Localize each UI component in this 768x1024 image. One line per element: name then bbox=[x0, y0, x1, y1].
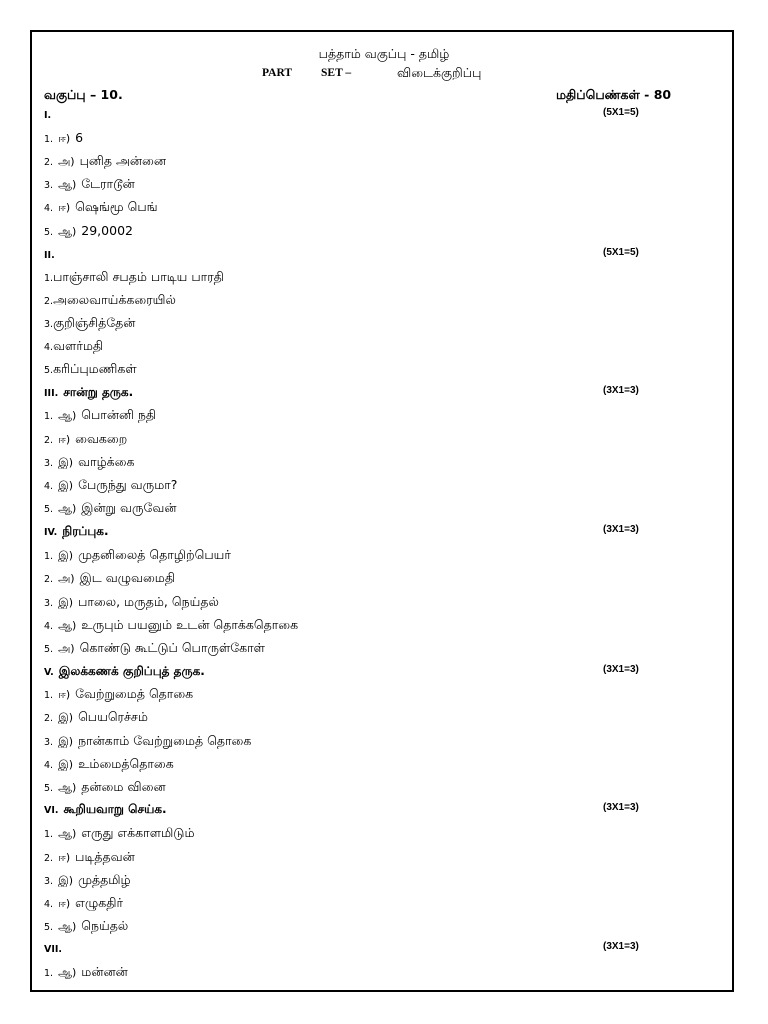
answer-item bbox=[44, 176, 704, 196]
item-number: 2. bbox=[44, 574, 54, 585]
answer-item bbox=[44, 223, 704, 243]
item-number: 4. bbox=[44, 481, 54, 492]
item-number: 3. bbox=[44, 458, 54, 469]
item-number: 2. bbox=[44, 853, 54, 864]
option-letter: ஆ) bbox=[58, 409, 77, 422]
answer-item bbox=[44, 454, 704, 474]
answer-item bbox=[44, 918, 704, 938]
answer-item bbox=[44, 500, 704, 520]
answer-item bbox=[44, 872, 704, 892]
answer-key-label: விடைக்குறிப்பு bbox=[397, 65, 482, 80]
section-title: நிரப்புக. bbox=[62, 524, 109, 538]
section-number: II. bbox=[44, 250, 55, 261]
item-number: 3. bbox=[44, 737, 54, 748]
answer-text: கொண்டு கூட்டுப் பொருள்கோள் bbox=[79, 640, 265, 655]
section-number: VII. bbox=[44, 944, 63, 955]
option-letter: அ) bbox=[58, 155, 75, 168]
item-number: 4. bbox=[44, 760, 54, 771]
section-marks: (3X1=3) bbox=[603, 941, 639, 952]
section-title: கூறியவாறு செய்க. bbox=[63, 802, 167, 816]
section-number: V. bbox=[44, 667, 54, 678]
answer-item bbox=[44, 709, 704, 729]
answer-item bbox=[44, 130, 704, 150]
answer-item bbox=[44, 269, 704, 289]
answer-text: பாஞ்சாலி சபதம் பாடிய பாரதி bbox=[53, 269, 224, 284]
option-letter: ஈ) bbox=[58, 851, 71, 864]
option-letter: ஆ) bbox=[58, 619, 77, 632]
item-number: 2. bbox=[44, 157, 54, 168]
option-letter: இ) bbox=[58, 549, 74, 562]
part-label: PART bbox=[262, 67, 293, 79]
section-heading bbox=[44, 247, 704, 267]
item-number: 3. bbox=[44, 319, 54, 330]
section-number: IV. bbox=[44, 527, 58, 538]
option-letter: ஆ) bbox=[58, 966, 77, 979]
answer-text: டேராடூன் bbox=[81, 176, 135, 191]
section-heading bbox=[44, 664, 704, 684]
section-marks: (3X1=3) bbox=[603, 802, 639, 813]
option-letter: ஆ) bbox=[58, 178, 77, 191]
answer-text: ஷெங்மூ பெங் bbox=[75, 199, 158, 214]
item-number: 5. bbox=[44, 783, 54, 794]
answer-text: வேற்றுமைத் தொகை bbox=[75, 686, 194, 701]
section-number: I. bbox=[44, 110, 52, 121]
answer-item bbox=[44, 686, 704, 706]
item-number: 4. bbox=[44, 342, 54, 353]
item-number: 4. bbox=[44, 621, 54, 632]
answer-item bbox=[44, 292, 704, 312]
item-number: 1. bbox=[44, 968, 54, 979]
item-number: 1. bbox=[44, 551, 54, 562]
option-letter: ஈ) bbox=[58, 132, 71, 145]
option-letter: இ) bbox=[58, 758, 74, 771]
answer-item bbox=[44, 825, 704, 845]
answer-item bbox=[44, 849, 704, 869]
answer-text: குறிஞ்சித்தேன் bbox=[53, 315, 136, 330]
answer-text: உம்மைத்தொகை bbox=[78, 756, 174, 771]
class-label: வகுப்பு – 10. bbox=[44, 87, 123, 102]
answer-item bbox=[44, 594, 704, 614]
answer-text: நெய்தல் bbox=[81, 918, 129, 933]
section-marks: (3X1=3) bbox=[603, 385, 639, 396]
option-letter: ஆ) bbox=[58, 502, 77, 515]
answer-text: முத்தமிழ் bbox=[78, 872, 131, 887]
answer-text: 29,0002 bbox=[81, 223, 133, 238]
answer-text: பொன்னி நதி bbox=[81, 407, 157, 422]
answer-item bbox=[44, 547, 704, 567]
item-number: 5. bbox=[44, 504, 54, 515]
section-heading bbox=[44, 524, 704, 544]
answer-text: 6 bbox=[75, 130, 84, 145]
answer-text: இன்று வருவேன் bbox=[81, 500, 177, 515]
option-letter: இ) bbox=[58, 874, 74, 887]
option-letter: இ) bbox=[58, 735, 74, 748]
section-heading bbox=[44, 385, 704, 405]
section-heading bbox=[44, 802, 704, 822]
option-letter: இ) bbox=[58, 479, 74, 492]
section-heading bbox=[44, 107, 704, 127]
item-number: 4. bbox=[44, 899, 54, 910]
item-number: 2. bbox=[44, 296, 54, 307]
section-title: இலக்கணக் குறிப்புத் தருக. bbox=[58, 664, 205, 678]
answer-item bbox=[44, 199, 704, 219]
item-number: 2. bbox=[44, 435, 54, 446]
answer-text: புனித அன்னை bbox=[79, 153, 166, 168]
option-letter: ஈ) bbox=[58, 688, 71, 701]
answer-text: கரிப்புமணிகள் bbox=[53, 361, 137, 376]
item-number: 4. bbox=[44, 203, 54, 214]
section-number: VI. bbox=[44, 805, 59, 816]
option-letter: ஈ) bbox=[58, 201, 71, 214]
set-label: SET – bbox=[321, 67, 352, 79]
section-marks: (3X1=3) bbox=[603, 664, 639, 675]
answer-item bbox=[44, 733, 704, 753]
item-number: 5. bbox=[44, 227, 54, 238]
option-letter: ஈ) bbox=[58, 897, 71, 910]
item-number: 5. bbox=[44, 922, 54, 933]
document-title: பத்தாம் வகுப்பு - தமிழ் bbox=[318, 46, 450, 61]
total-marks-label: மதிப்பெண்கள் - 80 bbox=[556, 87, 672, 102]
answer-text: மன்னன் bbox=[81, 964, 128, 979]
answer-item bbox=[44, 431, 704, 451]
option-letter: ஆ) bbox=[58, 920, 77, 933]
item-number: 2. bbox=[44, 713, 54, 724]
answer-text: அலைவாய்க்கரையில் bbox=[53, 292, 176, 307]
item-number: 1. bbox=[44, 829, 54, 840]
answer-item bbox=[44, 895, 704, 915]
option-letter: இ) bbox=[58, 596, 74, 609]
answer-text: படித்தவன் bbox=[75, 849, 135, 864]
option-letter: ஆ) bbox=[58, 225, 77, 238]
answer-text: தன்மை வினை bbox=[81, 779, 166, 794]
answer-text: பேருந்து வருமா? bbox=[78, 477, 178, 492]
answer-text: இட வழுவமைதி bbox=[79, 570, 176, 585]
item-number: 1. bbox=[44, 134, 54, 145]
answer-item bbox=[44, 617, 704, 637]
section-marks: (3X1=3) bbox=[603, 524, 639, 535]
answer-item bbox=[44, 361, 704, 381]
answer-item bbox=[44, 756, 704, 776]
item-number: 1. bbox=[44, 273, 54, 284]
answer-text: பாலை, மருதம், நெய்தல் bbox=[78, 594, 219, 609]
option-letter: இ) bbox=[58, 456, 74, 469]
section-marks: (5X1=5) bbox=[603, 107, 639, 118]
option-letter: அ) bbox=[58, 642, 75, 655]
answer-item bbox=[44, 779, 704, 799]
item-number: 1. bbox=[44, 690, 54, 701]
answer-item bbox=[44, 315, 704, 335]
answer-item bbox=[44, 338, 704, 358]
answer-text: வளர்மதி bbox=[53, 338, 104, 353]
section-title: சான்று தருக. bbox=[63, 385, 134, 399]
item-number: 3. bbox=[44, 180, 54, 191]
item-number: 3. bbox=[44, 598, 54, 609]
option-letter: அ) bbox=[58, 572, 75, 585]
answer-item bbox=[44, 964, 704, 984]
answer-text: எருது எக்காளமிடும் bbox=[81, 825, 195, 840]
answer-text: வாழ்க்கை bbox=[78, 454, 135, 469]
answer-text: முதனிலைத் தொழிற்பெயர் bbox=[78, 547, 231, 562]
section-number: III. bbox=[44, 388, 59, 399]
option-letter: ஆ) bbox=[58, 781, 77, 794]
answer-item bbox=[44, 153, 704, 173]
option-letter: ஈ) bbox=[58, 433, 71, 446]
item-number: 1. bbox=[44, 411, 54, 422]
answer-item bbox=[44, 407, 704, 427]
answer-item bbox=[44, 570, 704, 590]
section-marks: (5X1=5) bbox=[603, 247, 639, 258]
option-letter: ஆ) bbox=[58, 827, 77, 840]
item-number: 3. bbox=[44, 876, 54, 887]
option-letter: இ) bbox=[58, 711, 74, 724]
answer-text: பெயரெச்சம் bbox=[78, 709, 148, 724]
answer-item bbox=[44, 640, 704, 660]
item-number: 5. bbox=[44, 644, 54, 655]
item-number: 5. bbox=[44, 365, 54, 376]
answer-text: உருபும் பயனும் உடன் தொக்கதொகை bbox=[81, 617, 299, 632]
answer-text: வைகறை bbox=[75, 431, 128, 446]
answer-item bbox=[44, 477, 704, 497]
section-heading bbox=[44, 941, 704, 961]
answer-text: நான்காம் வேற்றுமைத் தொகை bbox=[78, 733, 252, 748]
answer-text: எழுகதிர் bbox=[75, 895, 124, 910]
